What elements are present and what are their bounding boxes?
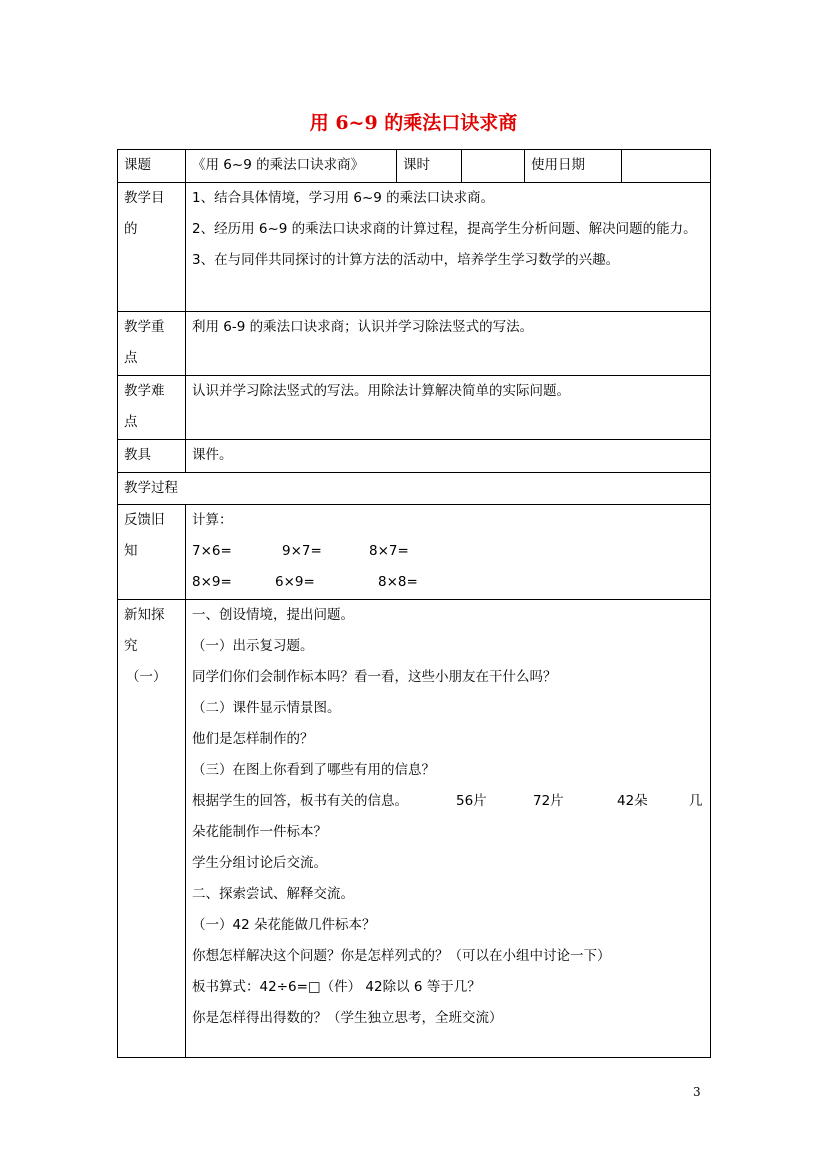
explore-line: 同学们你们会制作标本吗？看一看，这些小朋友在干什么吗？ (192, 669, 557, 685)
explore-label-line: 新知探 (124, 607, 165, 623)
explore-line: （一）出示复习题。 (192, 638, 314, 654)
objectives-row (118, 183, 711, 312)
info-value: 72片 (533, 793, 564, 809)
review-row-2 (192, 567, 710, 598)
difficulties-row (118, 376, 711, 440)
calc-item: 6×9= (275, 574, 315, 590)
explore-line: 学生分组讨论后交流。 (192, 855, 327, 871)
page-title: 用 6~9 的乘法口诀求商 (309, 112, 518, 134)
calc-item: 8×9= (192, 574, 232, 590)
label-date: 使用日期 (525, 150, 622, 183)
difficulties-label: 教学难点 (118, 376, 186, 440)
explore-line: （二）课件显示情景图。 (192, 700, 341, 716)
calc-item: 8×8= (378, 574, 418, 590)
explore-label-line: 究 (124, 638, 138, 654)
calc-item: 8×7= (369, 543, 409, 559)
calc-item: 7×6= (192, 543, 232, 559)
review-row (118, 505, 711, 600)
explore-line: 你是怎样得出得数的？（学生独立思考，全班交流） (192, 1010, 503, 1026)
info-prefix: 根据学生的回答，板书有关的信息。 (192, 793, 408, 809)
explore-label (118, 600, 186, 1058)
explore-line: （三）在图上你看到了哪些有用的信息？ (192, 762, 435, 778)
explore-line: 板书算式：42÷6=□（件） 42除以 6 等于几？ (192, 979, 481, 995)
info-value: 56片 (456, 793, 487, 809)
info-suffix: 几 (689, 793, 703, 809)
explore-line: 你想怎样解决这个问题？你是怎样列式的？（可以在小组中讨论一下） (192, 948, 611, 964)
key-points-row (118, 312, 711, 376)
explore-line: 他们是怎样制作的？ (192, 731, 314, 747)
page-number: 3 (693, 1085, 701, 1099)
calc-item: 9×7= (282, 543, 322, 559)
review-row-1 (192, 536, 710, 567)
label-keshi: 课时 (397, 150, 462, 183)
process-row (118, 473, 711, 505)
explore-line: 一、创设情境，提出问题。 (192, 607, 354, 623)
review-content (186, 505, 711, 600)
review-heading: 计算： (192, 512, 233, 528)
lesson-plan-table (117, 149, 711, 1058)
explore-line: 朵花能制作一件标本？ (192, 824, 327, 840)
tools-label: 教具 (118, 440, 186, 473)
info-value: 42朵 (617, 793, 648, 809)
explore-line: （一）42 朵花能做几件标本？ (192, 917, 376, 933)
key-points-text: 利用 6-9 的乘法口诀求商；认识并学习除法竖式的写法。 (186, 312, 711, 376)
difficulties-text: 认识并学习除法竖式的写法。用除法计算解决简单的实际问题。 (186, 376, 711, 440)
course-title: 《用 6~9 的乘法口诀求商》 (186, 150, 397, 183)
info-line (192, 786, 706, 817)
explore-line: 二、探索尝试、解释交流。 (192, 886, 354, 902)
key-points-label: 教学重点 (118, 312, 186, 376)
tools-text: 课件。 (186, 440, 711, 473)
objectives-label: 教学目的 (118, 183, 186, 312)
objectives-content (186, 183, 711, 312)
header-row (118, 150, 711, 183)
explore-label-line: （一） (126, 669, 167, 685)
explore-row (118, 600, 711, 1058)
objective-item: 1、结合具体情境，学习用 6~9 的乘法口诀求商。 (192, 190, 495, 206)
label-keti: 课题 (118, 150, 186, 183)
date-value (622, 150, 711, 183)
objective-item: 2、经历用 6~9 的乘法口诀求商的计算过程，提高学生分析问题、解决问题的能力。 (192, 221, 697, 237)
explore-content (186, 600, 711, 1058)
objective-item: 3、在与同伴共同探讨的计算方法的活动中，培养学生学习数学的兴趣。 (192, 252, 620, 268)
process-label: 教学过程 (118, 473, 711, 505)
tools-row (118, 440, 711, 473)
keshi-value (462, 150, 525, 183)
review-label: 反馈旧知 (118, 505, 186, 600)
